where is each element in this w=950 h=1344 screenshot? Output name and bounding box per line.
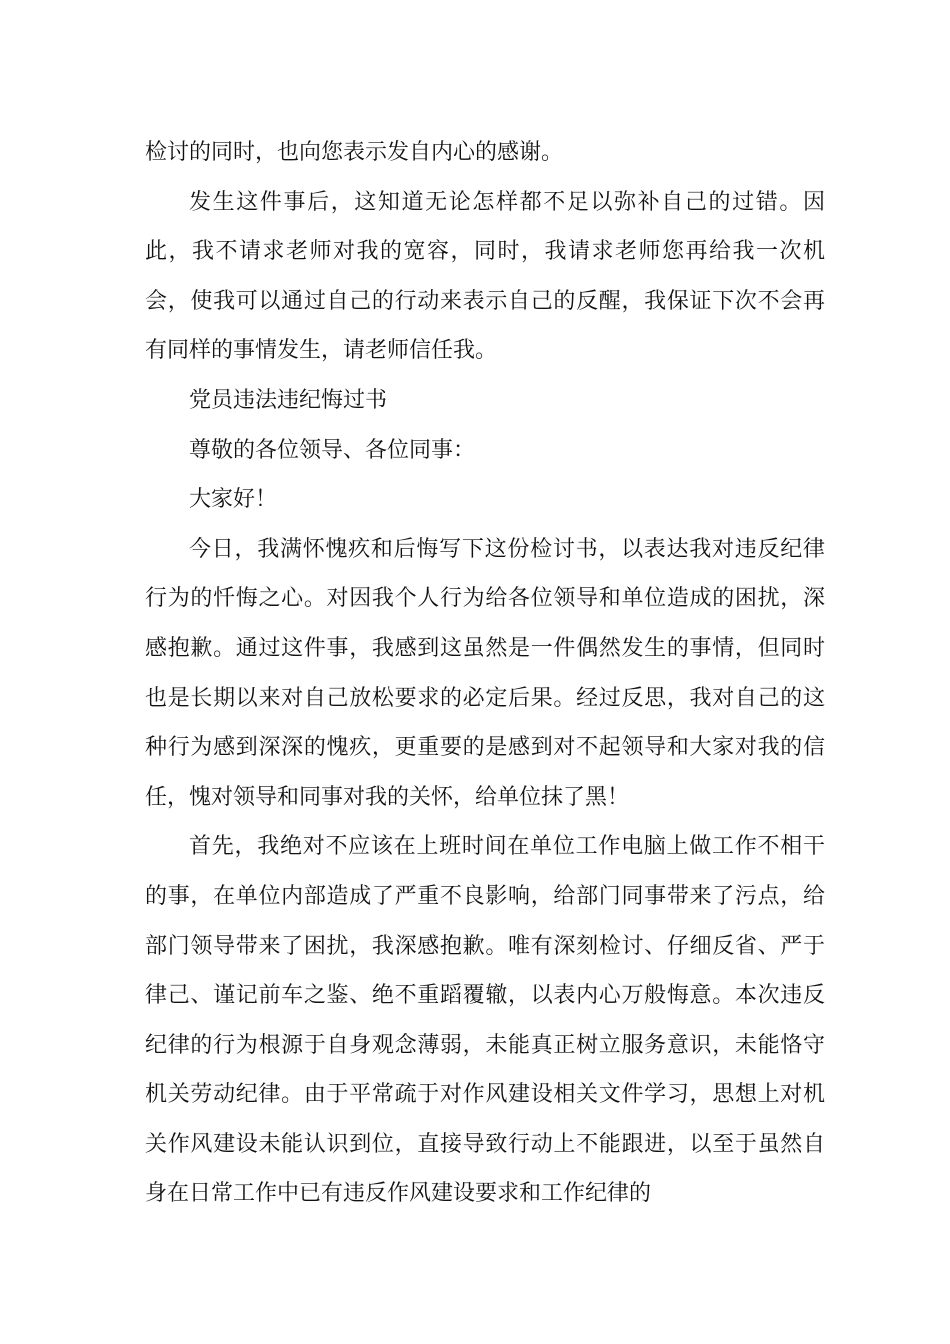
salutation: 尊敬的各位领导、各位同事： bbox=[189, 437, 476, 463]
paragraph-6: 今日，我满怀愧疚和后悔写下这份检讨书，以表达我对违反纪律行为的忏悔之心。对因我个人行为给各位领导和单位造成的困扰，深感抱歉。通过这件事，我感到这虽然是一件偶然发生的事情，但同时也是长期以来对自己放松要求的必定后果。经过反思，我对自己的这种行为感到深深的愧疚，更重要的是感到对不起领导和大家对我的信任，愧对领导和同事对我的关怀，给单位抹了黑！ bbox=[145, 536, 825, 810]
section-title: 党员违法违纪悔过书 bbox=[189, 387, 388, 413]
paragraph-2: 发生这件事后，这知道无论怎样都不足以弥补自己的过错。因此，我不请求老师对我的宽容，同时，我请求老师您再给我一次机会，使我可以通过自己的行动来表示自己的反醒，我保证下次不会再有同样的事情发生，请老师信任我。 bbox=[145, 189, 825, 364]
document-body bbox=[145, 128, 825, 1219]
paragraph-7: 首先，我绝对不应该在上班时间在单位工作电脑上做工作不相干的事，在单位内部造成了严重不良影响，给部门同事带来了污点，给部门领导带来了困扰，我深感抱歉。唯有深刻检讨、仔细反省、严于律己、谨记前车之鉴、绝不重蹈覆辙，以表内心万般悔意。本次违反纪律的行为根源于自身观念薄弱，未能真正树立服务意识，未能恪守机关劳动纪律。由于平常疏于对作风建设相关文件学习，思想上对机关作风建设未能认识到位，直接导致行动上不能跟进，以至于虽然自身在日常工作中已有违反作风建设要求和工作纪律的 bbox=[145, 834, 825, 1207]
paragraph-1: 检讨的同时，也向您表示发自内心的感谢。 bbox=[145, 140, 564, 165]
greeting: 大家好！ bbox=[189, 487, 278, 513]
